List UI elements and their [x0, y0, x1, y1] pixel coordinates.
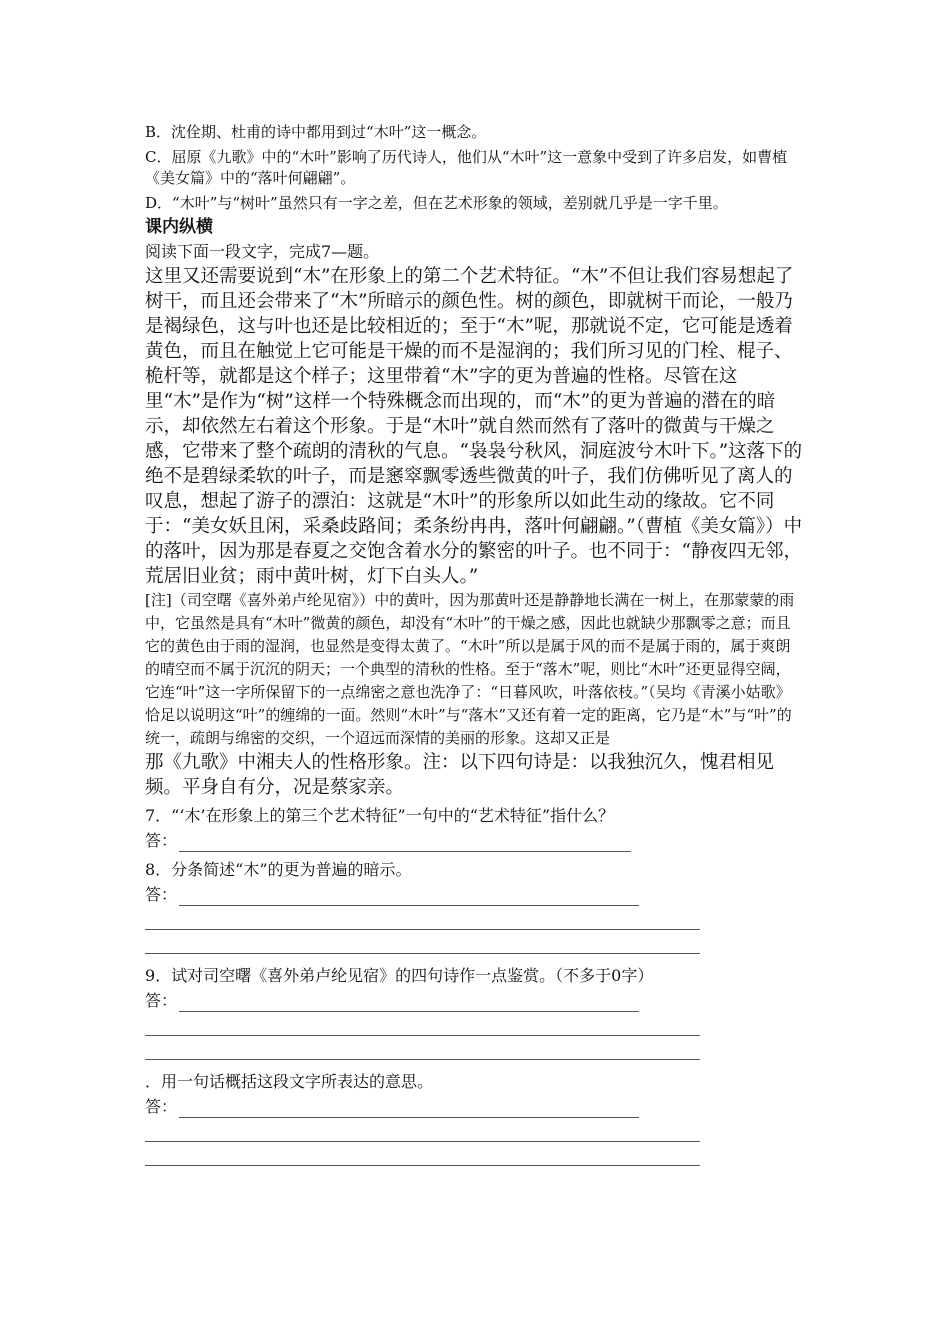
answer-9-line-2[interactable] [145, 1035, 700, 1036]
question-7: 7．“‘木’在形象上的第三个艺术特征”一句中的“艺术特征”指什么？ [145, 806, 615, 825]
answer-8-field[interactable] [179, 893, 639, 906]
option-d: D．“木叶”与“树叶”虽然只有一字之差，但在艺术形象的领域，差别就几乎是一字千里。 [145, 194, 728, 212]
question-8: 8．分条简述“木”的更为普遍的暗示。 [145, 860, 412, 879]
document-page [145, 122, 805, 1166]
answer-7-row [145, 830, 805, 852]
answer-label: 答： [145, 885, 178, 904]
answer-label: 答： [145, 831, 178, 850]
option-b: B．沈佺期、杜甫的诗中都用到过“木叶”这一概念。 [145, 123, 487, 141]
answer-8-line-3[interactable] [145, 953, 700, 954]
answer-label: 答： [145, 1097, 178, 1116]
instruction-text: 阅读下面一段文字，完成7—题。 [145, 242, 380, 261]
passage-tail: 那《九歌》中湘夫人的性格形象。注：以下四句诗是：以我独沉久，愧君相见频。平身自有分，况是蔡家亲。 [145, 752, 775, 798]
answer-9-line-3[interactable] [145, 1059, 700, 1060]
answer-9-field[interactable] [179, 999, 639, 1012]
question-10: ．用一句话概括这段文字所表达的意思。 [145, 1072, 434, 1091]
question-9: 9．试对司空曙《喜外弟卢纶见宿》的四句诗作一点鉴赏。（不多于0字） [145, 966, 654, 985]
answer-8-row [145, 884, 805, 906]
answer-9-row [145, 990, 805, 1012]
answer-10-line-2[interactable] [145, 1141, 700, 1142]
answer-10-field[interactable] [179, 1105, 639, 1118]
answer-label: 答： [145, 991, 178, 1010]
answer-10-line-3[interactable] [145, 1165, 700, 1166]
option-c: C．屈原《九歌》中的“木叶”影响了历代诗人，他们从“木叶”这一意象中受到了许多启发，如曹植《美女篇》中的“落叶何翩翩”。 [145, 148, 788, 187]
answer-10-row [145, 1096, 805, 1118]
passage-note-section: [注]（司空曙《喜外弟卢纶见宿》）中的黄叶，因为那黄叶还是静静地长满在一树上，在那蒙蒙的雨中，它虽然是具有“木叶”微黄的颜色，却没有“木叶”的干燥之感，因此也就缺少那飘零之意；而且它的黄色由于雨的湿润，也显然是变得太黄了。“木叶”所以是属于风的而不是属于雨的，属于爽朗的晴空而不属于沉沉的阴天；一个典型的清秋的性格。至于“落木”呢，则比“木叶”还更显得空阔，它连“叶”这一字所保留下的一点绵密之意也洗净了：“日暮风吹，叶落依枝。”（吴均《青溪小姑歌》恰足以说明这“叶”的缠绵的一面。然则“木叶”与“落木”又还有着一定的距离，它乃是“木”与“叶”的统一，疏朗与绵密的交织，一个迢远而深情的美丽的形象。这却又正是 [145, 591, 795, 747]
passage-main: 这里又还需要说到“木”在形象上的第二个艺术特征。“木”不但让我们容易想起了树干，而且还会带来了“木”所暗示的颜色性。树的颜色，即就树干而论，一般乃是褐绿色，这与叶也还是比较相近的；至于“木”呢，那就说不定，它可能是透着黄色，而且在触觉上它可能是干燥的而不是湿润的；我们所习见的门栓、棍子、桅杆等，就都是这个样子；这里带着“木”字的更为普遍的性格。尽管在这里“木”是作为“树”这样一个特殊概念而出现的，而“木”的更为普遍的潜在的暗示，却依然左右着这个形象。于是“木叶”就自然而然有了落叶的微黄与干燥之感，它带来了整个疏朗的清秋的气息。“袅袅兮秋风，洞庭波兮木叶下。”这落下的绝不是碧绿柔软的叶子，而是窸窣飘零透些微黄的叶子，我们仿佛听见了离人的叹息，想起了游子的漂泊：这就是“木叶”的形象所以如此生动的缘故。它不同于：“美女妖且闲，采桑歧路间；柔条纷冉冉，落叶何翩翩。”（曹植《美女篇》）中的落叶，因为那是春夏之交饱含着水分的繁密的叶子。也不同于：“静夜四无邻，荒居旧业贫；雨中黄叶树，灯下白头人。” [145, 266, 803, 587]
answer-7-field[interactable] [179, 839, 631, 852]
answer-8-line-2[interactable] [145, 929, 700, 930]
section-heading: 课内纵横 [145, 217, 213, 237]
